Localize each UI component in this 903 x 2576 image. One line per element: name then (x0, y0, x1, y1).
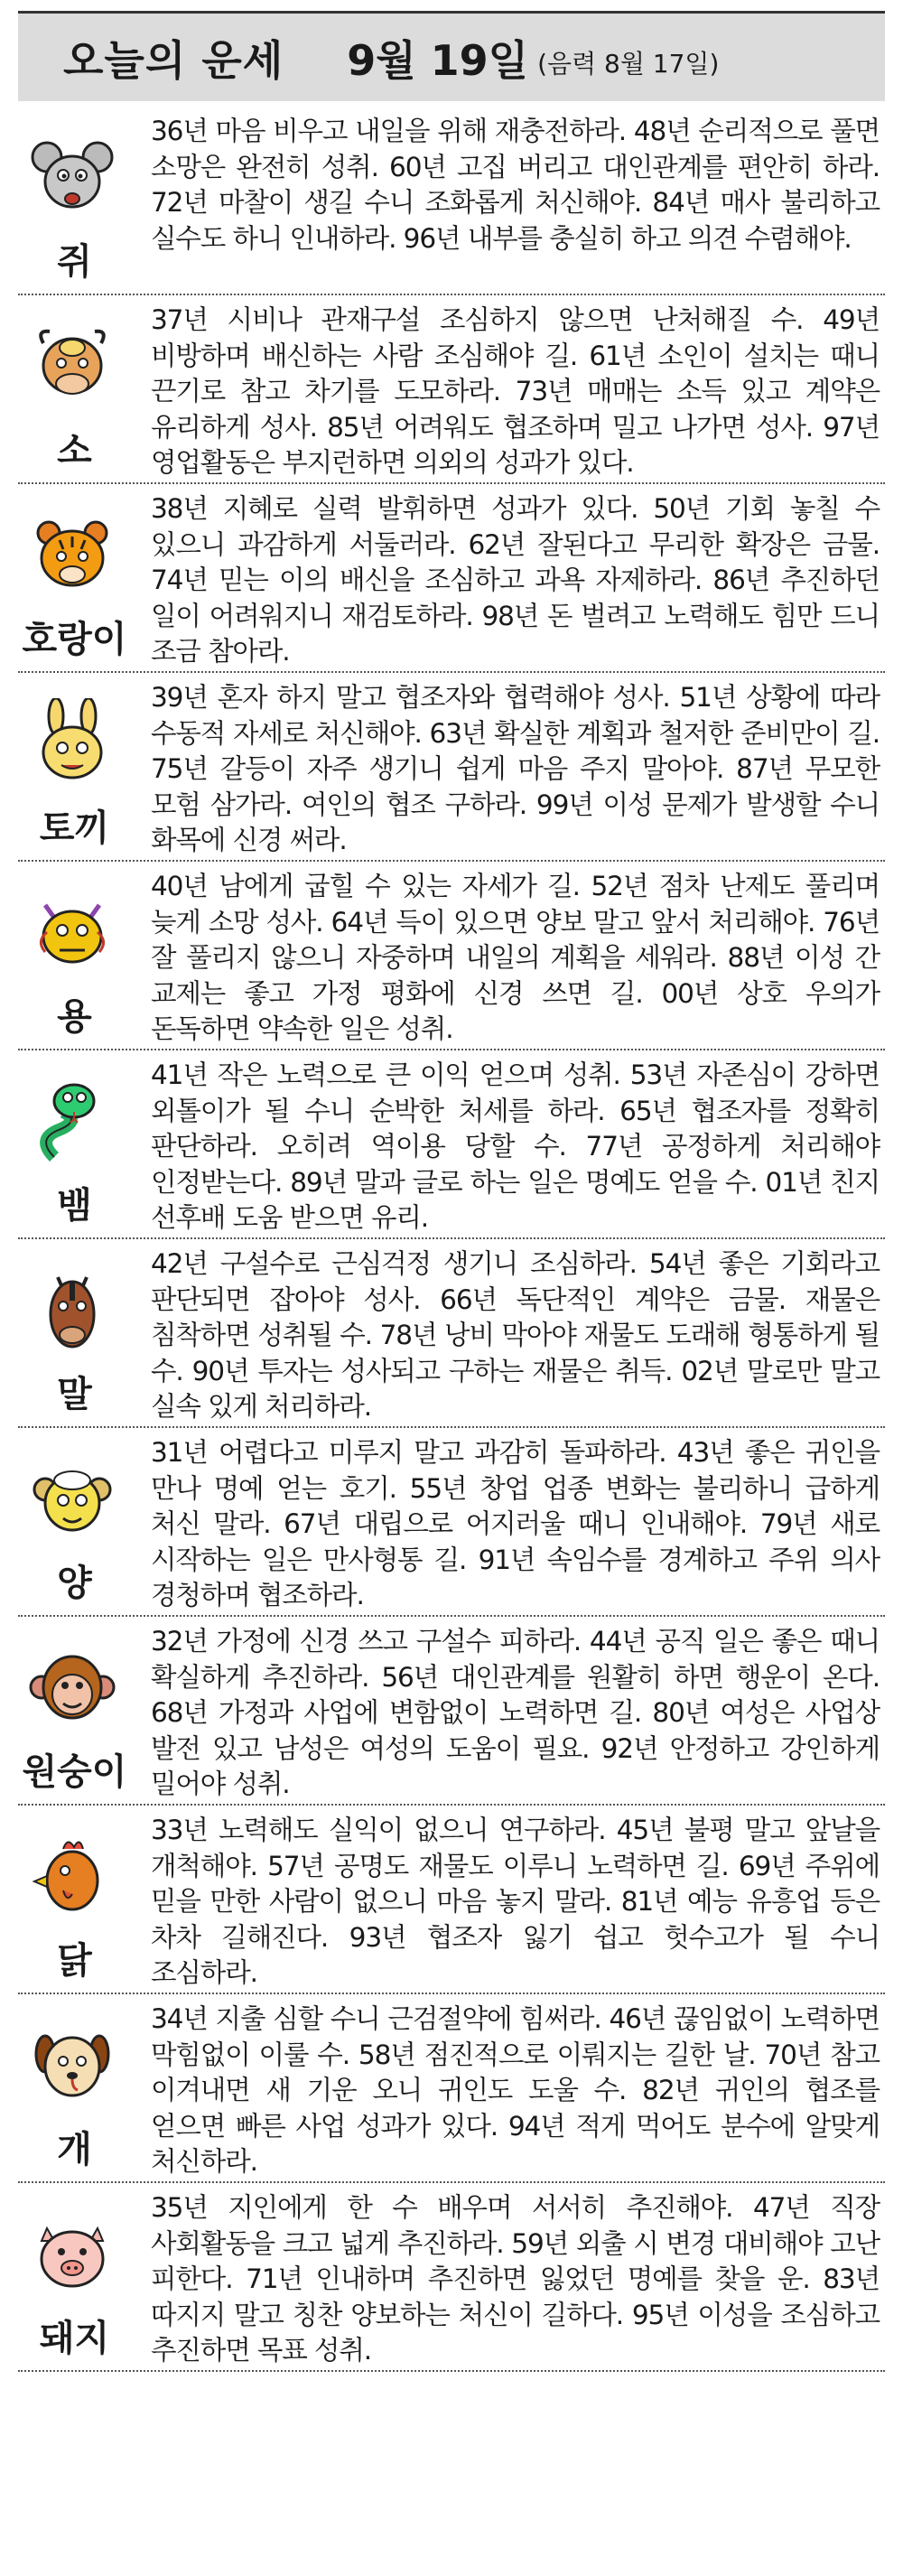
zodiac-name: 뱀 (57, 1185, 92, 1227)
zodiac-animal (18, 1050, 131, 1237)
zodiac-row-rat (18, 107, 885, 295)
sheep-icon (27, 1453, 117, 1544)
fortune-text: 34년 지출 심할 수니 근검절약에 힘써라. 46년 끊임없이 노력하면 막힘없이 이룰 수. 58년 점진적으로 이뤄지는 길한 날. 70년 참고 이겨내면 새 기운 오니 귀인도 도울 수. 82년 귀인의 협조를 얻으면 빠른 사업 성과가 있다. 94년 적게 먹어도 분수에 알맞게 처신하라. (151, 2003, 880, 2177)
fortune-text: 39년 혼자 하지 말고 협조자와 협력해야 성사. 51년 상황에 따라 수동적 자세로 처신해야. 63년 확실한 계획과 철저한 준비만이 길. 75년 갈등이 자주 생기니 쉽게 마음 주지 말아야. 87년 무모한 모험 삼가라. 여인의 협조 구하라. 99년 이성 문제가 발생할 수니 화목에 신경 써라. (151, 682, 880, 855)
fortune-text: 38년 지혜로 실력 발휘하면 성과가 있다. 50년 기회 놓칠 수 있으니 과감하게 서둘러라. 62년 잘된다고 무리한 확장은 금물. 74년 믿는 이의 배신을 조심하고 과욕 자제하라. 86년 추진하던 일이 어려워지니 재검토하라. 98년 돈 벌려고 노력해도 힘만 드니 조금 참아라. (151, 493, 880, 667)
zodiac-animal (18, 107, 131, 294)
snake-icon (27, 1076, 117, 1166)
zodiac-animal (18, 1428, 131, 1615)
fortune-text: 31년 어렵다고 미루지 말고 과감히 돌파하라. 43년 좋은 귀인을 만나 명예 얻는 호기. 55년 창업 업종 변화는 불리하니 급하게 처신 말라. 67년 대립으로 어지러울 때니 인내해야. 79년 새로 시작하는 일은 만사형통 길. 91년 속임수를 경계하고 주위 의사 경청하며 협조하라. (151, 1437, 880, 1610)
zodiac-row-sheep (18, 1428, 885, 1617)
zodiac-row-monkey (18, 1617, 885, 1806)
fortune-text: 37년 시비나 관재구설 조심하지 않으면 난처해질 수. 49년 비방하며 배신하는 사람 조심해야 길. 61년 소인이 설치는 때니 끈기로 참고 차기를 도모하라. 73년 매매는 소득 있고 계약은 유리하게 성사. 85년 어려워도 협조하며 밀고 나가면 성사. 97년 영업활동은 부지런하면 의외의 성과가 있다. (151, 304, 880, 478)
zodiac-name: 말 (57, 1374, 92, 1415)
fortune-text: 35년 지인에게 한 수 배우며 서서히 추진해야. 47년 직장 사회활동을 크고 넓게 추진하라. 59년 외출 시 변경 대비해야 고난 피한다. 71년 인내하며 추진하면 잃었던 명예를 찾을 운. 83년 따지지 말고 칭찬 양보하는 처신이 길하다. 95년 이성을 조심하고 추진하면 목표 성취. (151, 2192, 880, 2366)
dog-icon (27, 2020, 117, 2110)
zodiac-animal (18, 1617, 131, 1804)
fortune-header (18, 11, 885, 101)
dragon-icon (27, 887, 117, 977)
zodiac-name: 개 (57, 2129, 92, 2170)
zodiac-name: 닭 (57, 1940, 92, 1982)
fortune-text: 40년 남에게 굽힐 수 있는 자세가 길. 52년 점차 난제도 풀리며 늦게 소망 성사. 64년 득이 있으면 양보 말고 앞서 처리해야. 76년 잘 풀리지 않으니 자중하며 내일의 계획을 세워라. 88년 이성 간 교제는 좋고 가정 평화에 신경 쓰면 길. 00년 상호 우의가 돈독하면 약속한 일은 성취. (151, 871, 880, 1044)
zodiac-row-rabbit (18, 673, 885, 862)
fortune-text: 42년 구설수로 근심걱정 생기니 조심하라. 54년 좋은 기회라고 판단되면 잡아야 성사. 66년 독단적인 계약은 금물. 재물은 침착하면 성취될 수. 78년 낭비 막아야 재물도 도래해 형통하게 될 수. 90년 투자는 성사되고 구하는 재물은 취득. 02년 말로만 말고 실속 있게 처리하라. (151, 1248, 880, 1422)
zodiac-name: 쥐 (57, 241, 92, 283)
rooster-icon (27, 1831, 117, 1921)
zodiac-name: 원숭이 (22, 1751, 127, 1793)
zodiac-row-horse (18, 1239, 885, 1428)
zodiac-row-dog (18, 1994, 885, 2183)
zodiac-animal (18, 862, 131, 1049)
zodiac-name: 용 (57, 996, 92, 1038)
zodiac-animal (18, 295, 131, 482)
zodiac-row-dragon (18, 862, 885, 1050)
zodiac-name: 돼지 (39, 2318, 110, 2359)
zodiac-list (18, 107, 885, 2372)
fortune-text: 32년 가정에 신경 쓰고 구설수 피하라. 44년 공직 일은 좋은 때니 확실하게 추진하라. 56년 대인관계를 원활히 하면 행운이 온다. 68년 가정과 사업에 변함없이 노력하면 길. 80년 여성은 사업상 발전 있고 남성은 여성의 도움이 필요. 92년 안정하고 강인하게 밀어야 성취. (151, 1626, 880, 1799)
pig-icon (27, 2208, 117, 2299)
fortune-text: 33년 노력해도 실익이 없으니 연구하라. 45년 불평 말고 앞날을 개척해야. 57년 공명도 재물도 이루니 노력하면 길. 69년 주위에 믿을 만한 사람이 없으니 마음 놓지 말라. 81년 예능 유흥업 등은 차차 길해진다. 93년 협조자 잃기 쉽고 헛수고가 될 수니 조심하라. (151, 1815, 880, 1988)
zodiac-row-tiger (18, 484, 885, 673)
zodiac-animal (18, 673, 131, 860)
date-label: 9월 19일 (347, 35, 529, 85)
zodiac-row-ox (18, 295, 885, 484)
zodiac-animal (18, 1806, 131, 1993)
zodiac-name: 토끼 (39, 807, 110, 849)
zodiac-animal (18, 1994, 131, 2181)
monkey-icon (27, 1642, 117, 1732)
zodiac-animal (18, 1239, 131, 1426)
zodiac-animal (18, 484, 131, 671)
rabbit-icon (27, 698, 117, 789)
lunar-date-label: (음력 8월 17일) (537, 48, 720, 79)
zodiac-animal (18, 2183, 131, 2370)
zodiac-row-snake (18, 1050, 885, 1239)
zodiac-row-pig (18, 2183, 885, 2372)
ox-icon (27, 321, 117, 411)
page-title: 오늘의 운세 (63, 35, 284, 85)
tiger-icon (27, 509, 117, 600)
fortune-text: 36년 마음 비우고 내일을 위해 재충전하라. 48년 순리적으로 풀면 소망은 완전히 성취. 60년 고집 버리고 대인관계를 편안히 하라. 72년 마찰이 생길 수니 조화롭게 처신해야. 84년 매사 불리하고 실수도 하니 인내하라. 96년 내부를 충실히 하고 의견 수렴해야. (151, 116, 880, 254)
zodiac-name: 소 (57, 430, 92, 471)
zodiac-row-rooster (18, 1806, 885, 1994)
rat-icon (27, 132, 117, 222)
zodiac-name: 양 (57, 1563, 92, 1604)
fortune-text: 41년 작은 노력으로 큰 이익 얻으며 성취. 53년 자존심이 강하면 외톨이가 될 수니 순박한 처세를 하라. 65년 협조자를 정확히 판단하라. 오히려 역이용 당할 수. 77년 공정하게 처리해야 인정받는다. 89년 말과 글로 하는 일은 명예도 얻을 수. 01년 친지 선후배 도움 받으면 유리. (151, 1059, 880, 1233)
zodiac-name: 호랑이 (22, 619, 127, 660)
horse-icon (27, 1265, 117, 1355)
